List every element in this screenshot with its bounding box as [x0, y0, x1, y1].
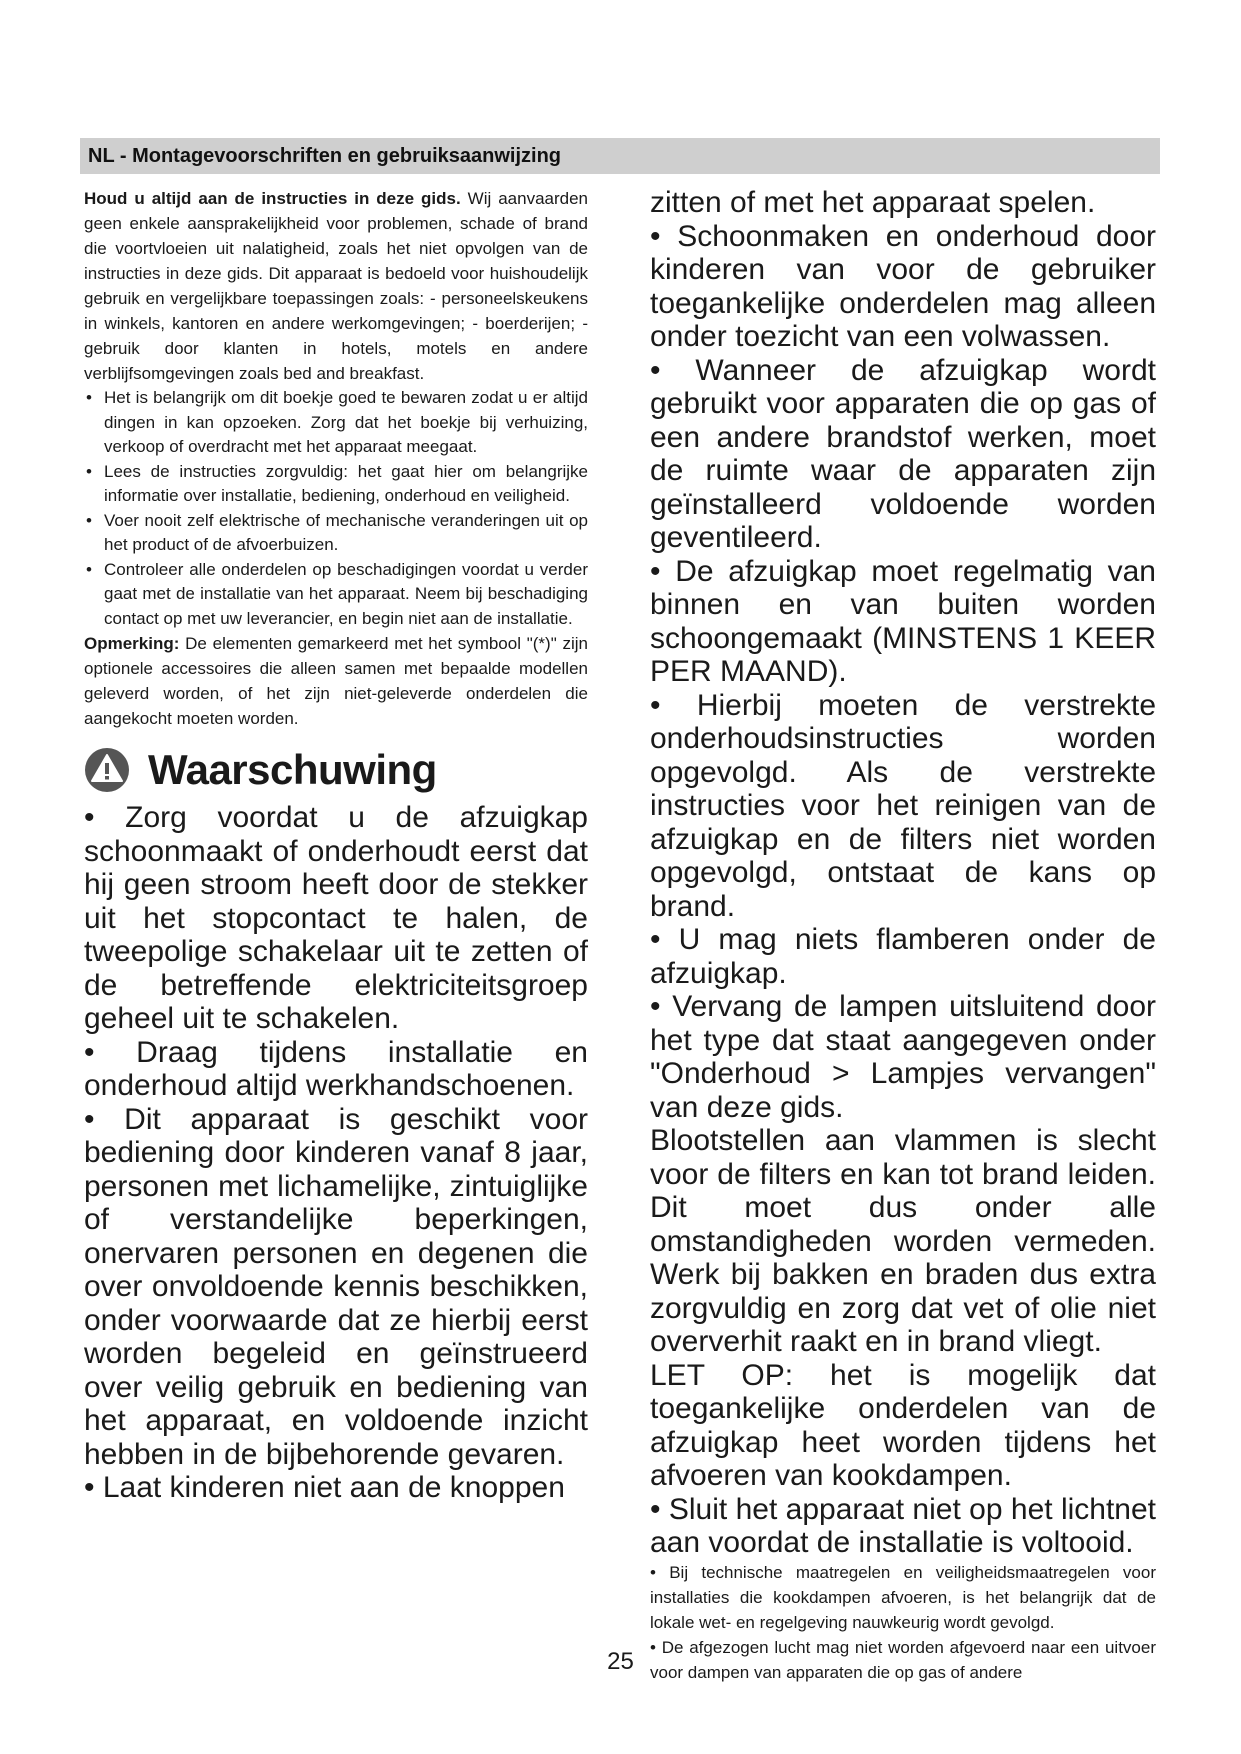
small-paragraph: • De afgezogen lucht mag niet worden afgevoerd naar een uitvoer voor dampen van apparaten die op gas of andere — [650, 1637, 1156, 1682]
right-column — [650, 186, 1156, 1685]
left-column — [84, 186, 588, 1505]
small-paragraph: • Bij technische maatregelen en veiligheidsmaatregelen voor installaties die kookdampen afvoeren, is het belangrijk dat de lokale wet- en regelgeving nauwkeurig wordt gevolgd. — [650, 1562, 1156, 1632]
warning-paragraph: • U mag niets flamberen onder de afzuigkap. — [650, 923, 1156, 990]
warning-paragraph: • Wanneer de afzuigkap wordt gebruikt voor apparaten die op gas of een andere brandstof werken, moet de ruimte waar de apparaten zijn geïnstalleerd voldoende worden geventileerd. — [650, 353, 1156, 554]
note-label: Opmerking: — [84, 634, 180, 653]
section-header: NL - Montagevoorschriften en gebruiksaanwijzing — [80, 138, 1160, 174]
warning-paragraph: • Hierbij moeten de verstrekte onderhoudsinstructies worden opgevolgd. Als de verstrekte instructies voor het reinigen van de afzuigkap en de filters niet worden opgevolgd, ontstaat de kans op brand. — [650, 688, 1156, 923]
page-number: 25 — [607, 1648, 634, 1675]
warning-heading — [84, 743, 588, 797]
warning-title: Waarschuwing — [148, 746, 437, 793]
note-paragraph — [84, 631, 588, 731]
bullet-item: • Het is belangrijk om dit boekje goed te bewaren zodat u er altijd dingen in kan opzoeken. Zorg dat het boekje bij verhuizing, verkoop of overdracht met het apparaat meegaat. — [84, 386, 588, 460]
bullet-item: • Lees de instructies zorgvuldig: het gaat hier om belangrijke informatie over installatie, bediening, onderhoud en veiligheid. — [84, 460, 588, 509]
warning-paragraph: • Dit apparaat is geschikt voor bediening door kinderen vanaf 8 jaar, personen met lichamelijke, zintuiglijke of verstandelijke beperkingen, onervaren personen en degenen die over onvoldoende kennis beschikken, onder voorwaarde dat ze hierbij eerst worden begeleid en geïnstrueerd over veilig gebruik en bediening van het apparaat, en voldoende inzicht hebben in de bijbehorende gevaren. — [84, 1102, 588, 1471]
warning-paragraph: • Schoonmaken en onderhoud door kinderen van voor de gebruiker toegankelijke onderdelen mag alleen onder toezicht van een volwassen. — [650, 219, 1156, 353]
warning-paragraph: • Vervang de lampen uitsluitend door het type dat staat aangegeven onder "Onderhoud > Lampjes vervangen" van deze gids. — [650, 990, 1156, 1124]
note-text: De elementen gemarkeerd met het symbool "(*)" zijn optionele accessoires die alleen samen met bepaalde modellen geleverd worden, of het zijn niet-geleverde onderdelen die aangekocht moeten worden. — [84, 634, 588, 728]
warning-paragraph: • De afzuigkap moet regelmatig van binnen en van buiten worden schoongemaakt (MINSTENS 1 KEER PER MAAND). — [650, 554, 1156, 688]
intro-text: Wij aanvaarden geen enkele aansprakelijkheid voor problemen, schade of brand die voortvloeien uit nalatigheid, zoals het niet opvolgen van de instructies in deze gids. Dit apparaat is bedoeld voor huishoudelijk gebruik en vergelijkbare toepassingen zoals: - personeelskeukens in winkels, kantoren en andere werkomgevingen; - boerderijen; - gebruik door klanten in hotels, motels en andere verblijfsomgevingen zoals bed and breakfast. — [84, 189, 589, 383]
warning-paragraph: Blootstellen aan vlammen is slecht voor de filters en kan tot brand leiden. Dit moet dus onder alle omstandigheden worden vermeden. Werk bij bakken en braden dus extra zorgvuldig en zorg dat vet of olie niet oververhit raakt en in brand vliegt. — [650, 1124, 1156, 1358]
instruction-bullets — [84, 386, 588, 631]
warning-paragraph: LET OP: het is mogelijk dat toegankelijke onderdelen van de afzuigkap heet worden tijdens het afvoeren van kookdampen. — [650, 1358, 1156, 1492]
warning-paragraph: • Draag tijdens installatie en onderhoud altijd werkhandschoenen. — [84, 1035, 588, 1102]
warning-paragraph: • Sluit het apparaat niet op het lichtnet aan voordat de installatie is voltooid. — [650, 1492, 1156, 1559]
warning-paragraph: zitten of met het apparaat spelen. — [650, 186, 1096, 219]
warning-triangle-icon — [84, 747, 130, 793]
bullet-item: • Voer nooit zelf elektrische of mechanische veranderingen uit op het product of de afvoerbuizen. — [84, 509, 588, 558]
warning-paragraph: • Laat kinderen niet aan de knoppen — [84, 1471, 565, 1504]
bullet-item: • Controleer alle onderdelen op beschadigingen voordat u verder gaat met de installatie van het apparaat. Neem bij beschadiging contact op met uw leverancier, en begin niet aan de installatie. — [84, 558, 588, 632]
intro-paragraph — [84, 186, 588, 386]
warning-paragraph: • Zorg voordat u de afzuigkap schoonmaakt of onderhoudt eerst dat hij geen stroom heeft door de stekker uit het stopcontact te halen, de tweepolige schakelaar uit te zetten of de betreffende elektriciteitsgroep geheel uit te schakelen. — [84, 801, 588, 1035]
intro-bold: Houd u altijd aan de instructies in deze gids. — [84, 189, 461, 208]
